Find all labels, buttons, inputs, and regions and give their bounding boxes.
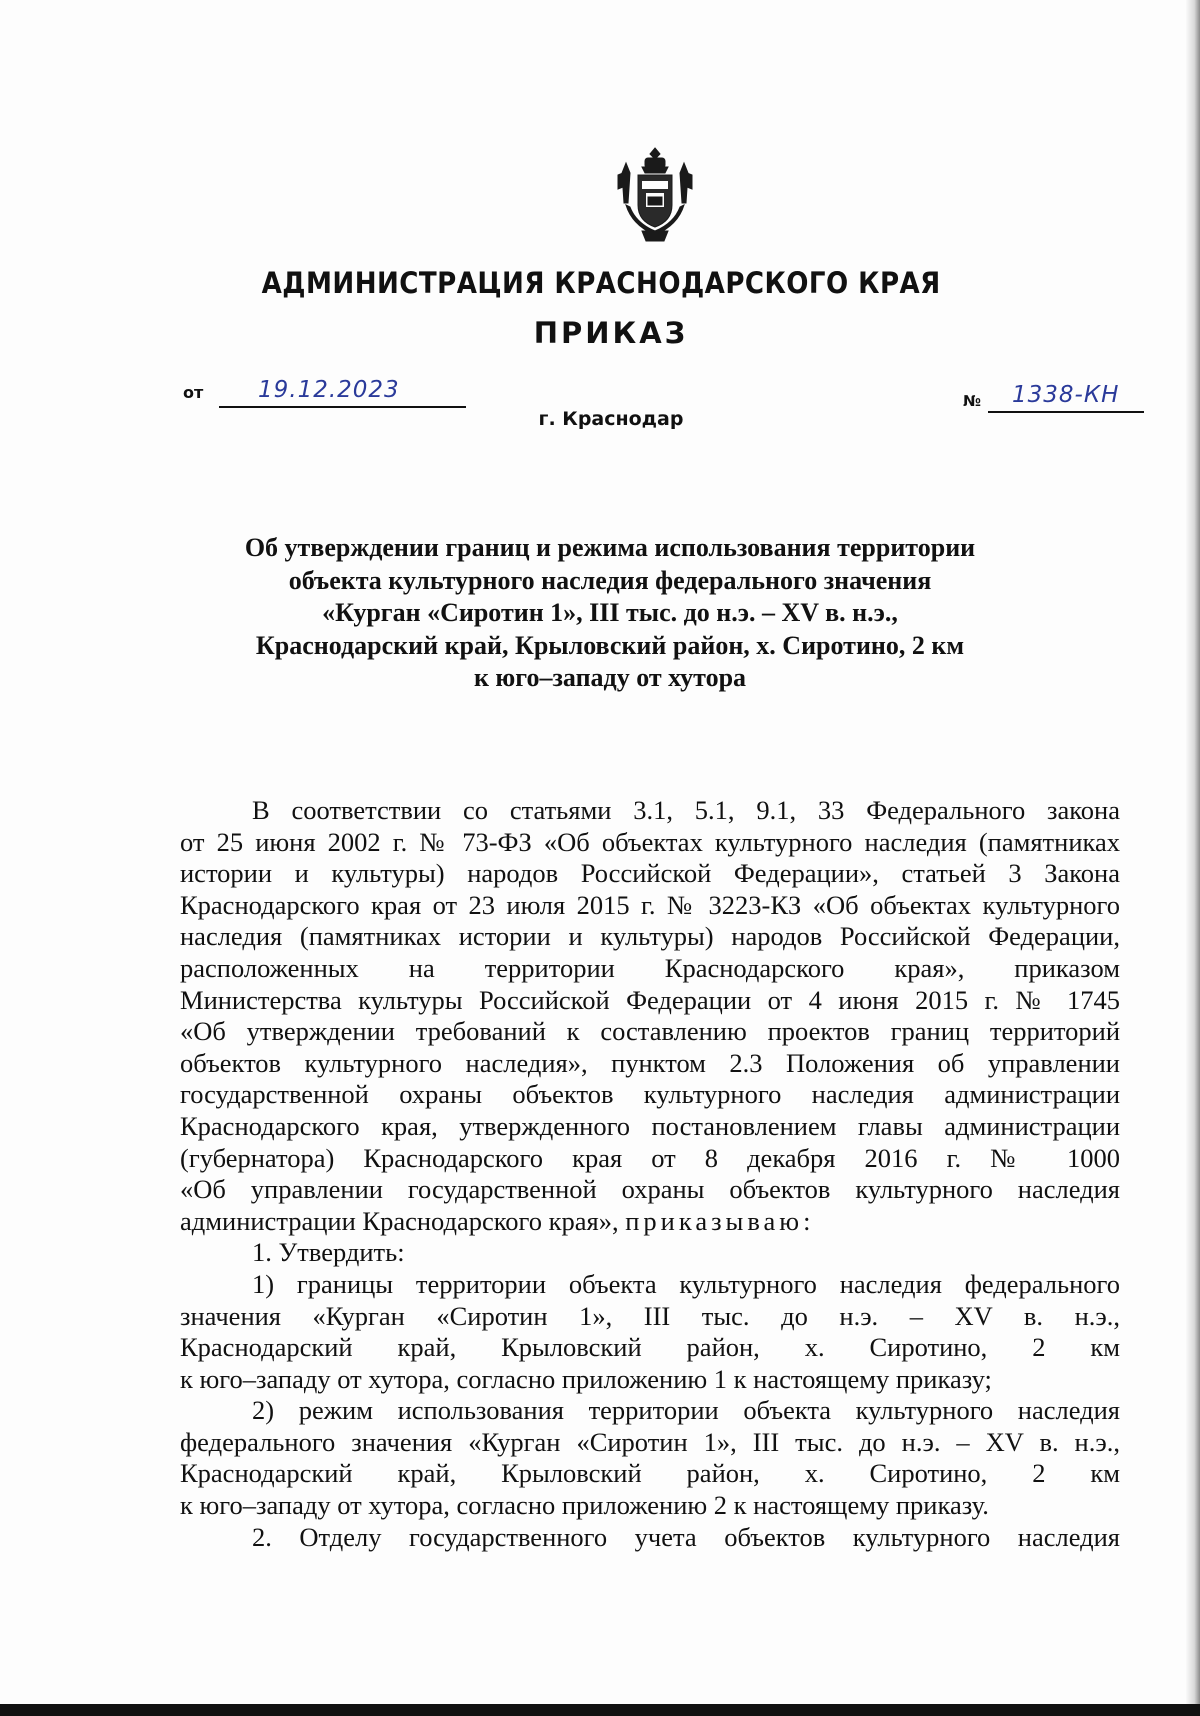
body-line: от 25 июня 2002 г. № 73-ФЗ «Об объектах культурного наследия (памятниках <box>180 826 1120 857</box>
body-line-text: администрации Краснодарского края», <box>180 1205 619 1236</box>
order-verb: приказываю: <box>625 1205 815 1236</box>
body-line: к юго–западу от хутора, согласно приложению 1 к настоящему приказу; <box>180 1363 992 1394</box>
body-line: 2) режим использования территории объекта культурного наследия <box>252 1395 1120 1426</box>
organization-name: АДМИНИСТРАЦИЯ КРАСНОДАРСКОГО КРАЯ <box>261 266 941 300</box>
title-line: к юго–западу от хутора <box>473 663 747 692</box>
body-line: «Об утверждении требований к составлению проектов границ территорий <box>180 1016 1120 1047</box>
title-line: Краснодарский край, Крыловский район, х. Сиротино, 2 км <box>255 630 965 660</box>
number-underline <box>988 411 1144 413</box>
body-line: федерального значения «Курган «Сиротин 1», III тыс. до н.э. – XV в. н.э., <box>180 1426 1120 1457</box>
body-line: наследия (памятниках истории и культуры) народов Российской Федерации, <box>180 921 1120 952</box>
body-line: 2. Отделу государственного учета объектов культурного наследия <box>252 1521 1120 1552</box>
title-line: «Курган «Сиротин 1», III тыс. до н.э. – XV в. н.э., <box>322 598 898 627</box>
body-line: (губернатора) Краснодарского края от 8 декабря 2016 г. № 1000 <box>180 1142 1120 1173</box>
body-line: Министерства культуры Российской Федерации от 4 июня 2015 г. № 1745 <box>180 984 1120 1015</box>
document-title <box>170 532 1050 695</box>
coat-of-arms-icon <box>612 145 698 245</box>
body-line: В соответствии со статьями 3.1, 5.1, 9.1, 33 Федерального закона <box>252 795 1120 825</box>
document-date: 19.12.2023 <box>258 377 400 403</box>
title-line: объекта культурного наследия федерального значения <box>288 565 932 595</box>
body-line: расположенных на территории Краснодарского края», приказом <box>180 952 1120 983</box>
document-number: 1338-КН <box>1012 382 1120 408</box>
body-line: 1. Утвердить: <box>252 1237 405 1268</box>
body-line: объектов культурного наследия», пунктом 2.3 Положения об управлении <box>180 1047 1120 1078</box>
title-line: Об утверждении границ и режима использования территории <box>244 533 976 562</box>
body-line: государственной охраны объектов культурного наследия администрации <box>180 1079 1120 1110</box>
document-type: ПРИКАЗ <box>533 316 689 350</box>
body-line: Краснодарский край, Крыловский район, х. Сиротино, 2 км <box>180 1332 1120 1363</box>
number-prefix: № <box>963 392 982 410</box>
body-line: к юго–западу от хутора, согласно приложению 2 к настоящему приказу. <box>180 1490 989 1521</box>
scan-edge-bottom <box>0 1704 1200 1716</box>
body-line: Краснодарского края от 23 июля 2015 г. № 3223-КЗ «Об объектах культурного <box>180 889 1120 920</box>
document-body <box>180 795 1120 1553</box>
body-line: значения «Курган «Сиротин 1», III тыс. до н.э. – XV в. н.э., <box>180 1300 1120 1331</box>
body-line: Краснодарского края, утвержденного постановлением главы администрации <box>180 1110 1120 1141</box>
body-line: Краснодарский край, Крыловский район, х. Сиротино, 2 км <box>180 1458 1120 1489</box>
date-prefix: от <box>183 383 204 402</box>
body-line <box>180 1206 1120 1238</box>
body-line: «Об управлении государственной охраны объектов культурного наследия <box>180 1174 1120 1205</box>
document-city: г. Краснодар <box>538 408 684 430</box>
body-line: истории и культуры) народов Российской Федерации», статьей 3 Закона <box>180 858 1120 889</box>
body-line: 1) границы территории объекта культурного наследия федерального <box>252 1268 1120 1299</box>
scan-edge-right <box>1186 0 1200 1716</box>
